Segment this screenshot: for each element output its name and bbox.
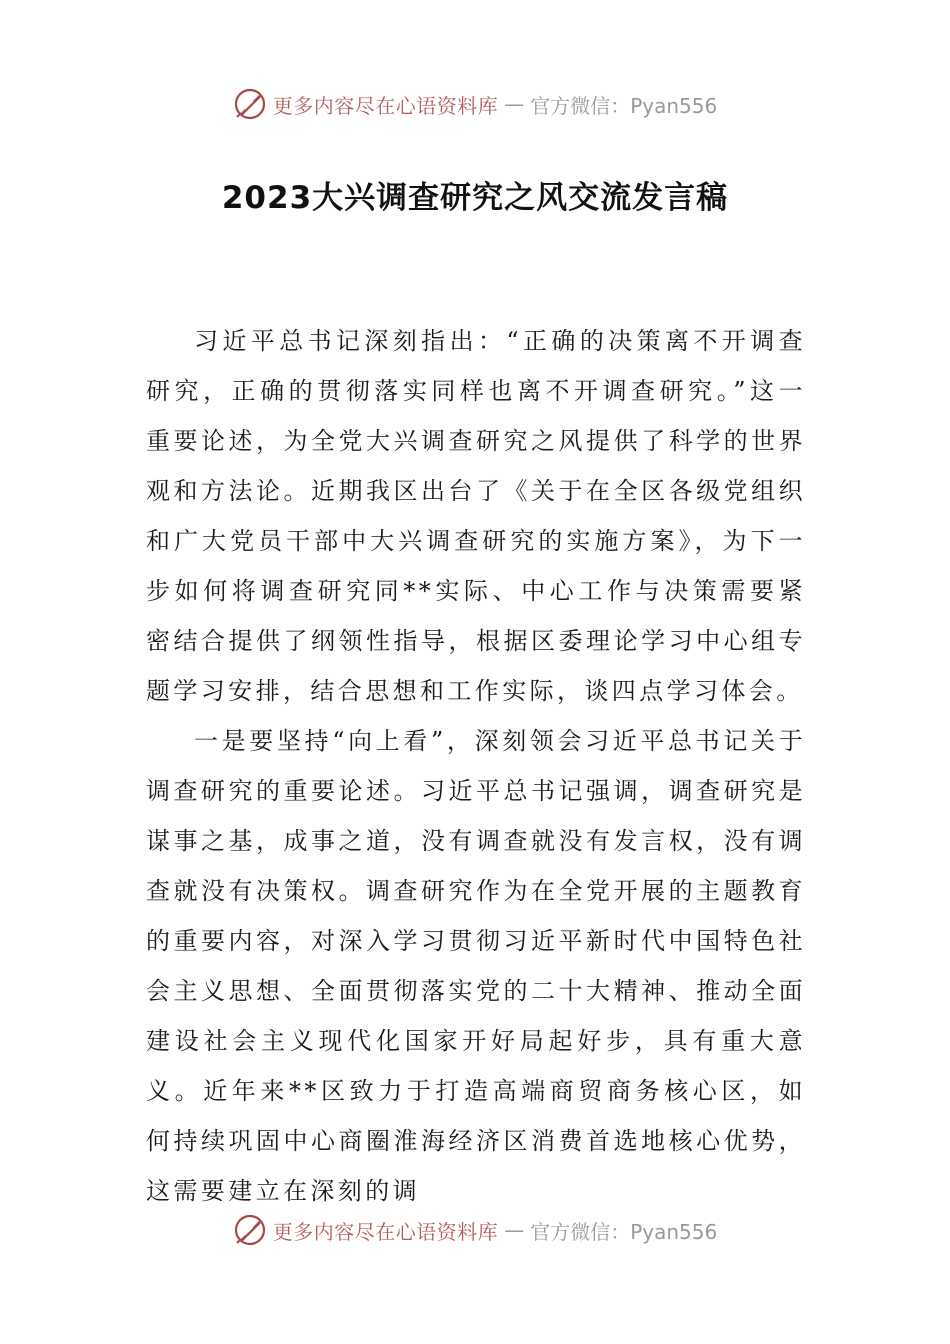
footer-banner xyxy=(0,1210,950,1250)
banner-site-text: 更多内容尽在心语资料库 xyxy=(272,1219,499,1244)
banner-site-text: 更多内容尽在心语资料库 xyxy=(272,93,499,118)
banner-wechat-text: 官方微信：Pyan556 xyxy=(530,93,718,118)
header-banner xyxy=(0,84,950,124)
quill-pen-logo-icon xyxy=(233,87,267,121)
banner-separator: — xyxy=(504,92,525,116)
document-title: 2023大兴调查研究之风交流发言稿 xyxy=(221,180,729,216)
paragraph: 一是要坚持“向上看”，深刻领会习近平总书记关于调查研究的重要论述。习近平总书记强调，调查研究是谋事之基，成事之道，没有调查就没有发言权，没有调查就没有决策权。调查研究作为在全党开展的主题教育的重要内容，对深入学习贯彻习近平新时代中国特色社会主义思想、全面贯彻落实党的二十大精神、推动全面建设社会主义现代化国家开好局起好步，具有重大意义。近年来**区致力于打造高端商贸商务核心区，如何持续巩固中心商圈淮海经济区消费首选地核心优势，这需要建立在深刻的调 xyxy=(146,727,806,1205)
banner-separator: — xyxy=(504,1218,525,1242)
banner-wechat-text: 官方微信：Pyan556 xyxy=(530,1219,718,1244)
paragraph: 习近平总书记深刻指出：“正确的决策离不开调查研究，正确的贯彻落实同样也离不开调查研究。”这一重要论述，为全党大兴调查研究之风提供了科学的世界观和方法论。近期我区出台了《关于在全区各级党组织和广大党员干部中大兴调查研究的实施方案》，为下一步如何将调查研究同**实际、中心工作与决策需要紧密结合提供了纲领性指导，根据区委理论学习中心组专题学习安排，结合思想和工作实际，谈四点学习体会。 xyxy=(146,327,806,705)
document-body xyxy=(146,316,806,1216)
quill-pen-logo-icon xyxy=(233,1213,267,1247)
